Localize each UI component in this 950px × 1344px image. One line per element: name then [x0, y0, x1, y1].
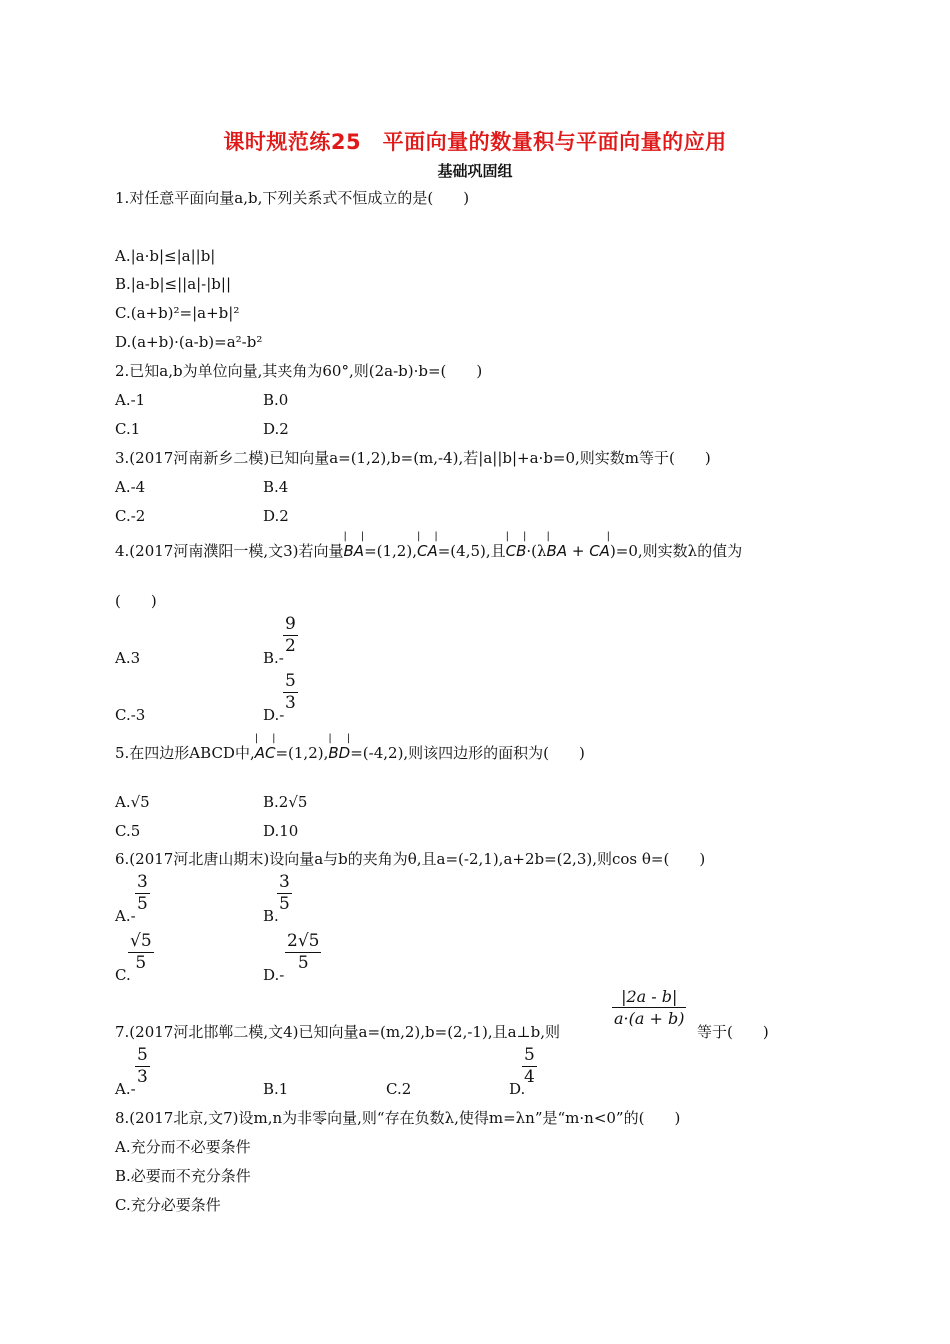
- q4-text-post: )=0,则实数λ的值为: [609, 542, 743, 560]
- vector-sum: | BA + CA |: [547, 541, 610, 561]
- q8-option-b: B.必要而不充分条件: [115, 1167, 251, 1185]
- vector-ac: | AC |: [255, 743, 276, 763]
- q1-option-d: D.(a+b)·(a-b)=a²-b²: [115, 333, 263, 351]
- q4-text-mid2: =(4,5),且: [437, 542, 506, 560]
- q4-option-d-label: D.-: [263, 706, 285, 724]
- q2-option-d: D.2: [263, 420, 289, 438]
- question-6: 6.(2017河北唐山期末)设向量a与b的夹角为θ,且a=(-2,1),a+2b=(2,3),则cos θ=( ): [115, 850, 706, 868]
- q7-option-b: B.1: [263, 1080, 289, 1098]
- q3-option-b: B.4: [263, 478, 289, 496]
- q3-option-c: C.-2: [115, 507, 146, 525]
- vector-cb: | CB |: [506, 541, 527, 561]
- q7-option-a-label: A.-: [115, 1080, 136, 1098]
- question-4: [115, 541, 742, 561]
- section-subtitle: 基础巩固组: [437, 162, 513, 180]
- q4-text-mid1: =(1,2),: [364, 542, 417, 560]
- q5-option-a: A.√5: [115, 793, 150, 811]
- numerator: 2√5: [287, 931, 320, 951]
- q6-option-d-label: D.-: [263, 966, 285, 984]
- page-title: 课时规范练25 平面向量的数量积与平面向量的应用: [223, 130, 727, 154]
- numerator: |2a - b|: [621, 987, 678, 1006]
- q1-option-c: C.(a+b)²=|a+b|²: [115, 304, 240, 322]
- q5-option-c: C.5: [115, 822, 141, 840]
- denominator: 5: [279, 894, 290, 914]
- denominator: 3: [285, 693, 296, 713]
- q3-option-a: A.-4: [115, 478, 146, 496]
- q1-option-b: B.|a-b|≤||a|-|b||: [115, 275, 232, 293]
- numerator: 5: [524, 1045, 535, 1065]
- q6-option-a-label: A.-: [115, 907, 136, 925]
- q4-option-b-label: B.-: [263, 649, 284, 667]
- q5-option-d: D.10: [263, 822, 299, 840]
- denominator: 3: [137, 1067, 148, 1087]
- numerator: 3: [137, 872, 148, 892]
- q7-expression-fraction: [612, 986, 686, 1029]
- q7-text-pre: 7.(2017河北邯郸二模,文4)已知向量a=(m,2),b=(2,-1),且a⊥b,则: [115, 1023, 561, 1041]
- q6-option-c-label: C.: [115, 966, 131, 984]
- numerator: 9: [285, 614, 296, 634]
- q7-option-a-fraction: [135, 1045, 150, 1088]
- q2-option-c: C.1: [115, 420, 141, 438]
- denominator: 4: [524, 1067, 535, 1087]
- vector-ca: | CA |: [417, 541, 438, 561]
- q8-option-c: C.充分必要条件: [115, 1196, 221, 1214]
- q6-option-c-fraction: [128, 931, 154, 974]
- q6-option-b-label: B.: [263, 907, 279, 925]
- q4-answer-paren: ( ): [115, 592, 157, 610]
- q5-text-post: =(-4,2),则该四边形的面积为( ): [350, 744, 585, 762]
- question-1: 1.对任意平面向量a,b,下列关系式不恒成立的是( ): [115, 189, 470, 207]
- q4-option-d-fraction: [283, 671, 298, 714]
- question-2: 2.已知a,b为单位向量,其夹角为60°,则(2a-b)·b=( ): [115, 362, 483, 380]
- numerator: 5: [285, 671, 296, 691]
- question-8: 8.(2017北京,文7)设m,n为非零向量,则“存在负数λ,使得m=λn”是“m·n<0”的( ): [115, 1109, 681, 1127]
- q4-option-c: C.-3: [115, 706, 146, 724]
- q7-option-c: C.2: [386, 1080, 412, 1098]
- q7-text-post: 等于( ): [697, 1023, 769, 1041]
- vector-ba: | BA |: [344, 541, 365, 561]
- q4-option-a: A.3: [115, 649, 141, 667]
- denominator: 5: [128, 952, 154, 974]
- q2-option-a: A.-1: [115, 391, 146, 409]
- numerator: 3: [279, 872, 290, 892]
- q6-option-a-fraction: [135, 872, 150, 915]
- q4-text-pre: 4.(2017河南濮阳一模,文3)若向量: [115, 542, 344, 560]
- q6-option-b-fraction: [277, 872, 292, 915]
- question-3: 3.(2017河南新乡二模)已知向量a=(1,2),b=(m,-4),若|a||b|+a·b=0,则实数m等于( ): [115, 449, 711, 467]
- q7-option-d-fraction: [522, 1045, 537, 1088]
- q5-option-b: B.2√5: [263, 793, 308, 811]
- question-7: [115, 1022, 560, 1042]
- q4-option-b-fraction: [283, 614, 298, 657]
- q2-option-b: B.0: [263, 391, 289, 409]
- vector-bd: | BD |: [328, 743, 350, 763]
- numerator: √5: [130, 931, 152, 951]
- denominator: 5: [137, 894, 148, 914]
- numerator: 5: [137, 1045, 148, 1065]
- q3-option-d: D.2: [263, 507, 289, 525]
- q5-text-pre: 5.在四边形ABCD中,: [115, 744, 255, 762]
- denominator: 2: [285, 636, 296, 656]
- q5-text-mid: =(1,2),: [275, 744, 329, 762]
- q6-option-d-fraction: [285, 931, 321, 974]
- q1-option-a: A.|a·b|≤|a||b|: [115, 247, 216, 265]
- q4-text-mid3: ·(λ: [526, 542, 547, 560]
- q8-option-a: A.充分而不必要条件: [115, 1138, 251, 1156]
- denominator: a·(a + b): [614, 1009, 685, 1028]
- question-5: [115, 743, 585, 763]
- denominator: 5: [285, 952, 321, 974]
- q7-option-d-label: D.: [509, 1080, 526, 1098]
